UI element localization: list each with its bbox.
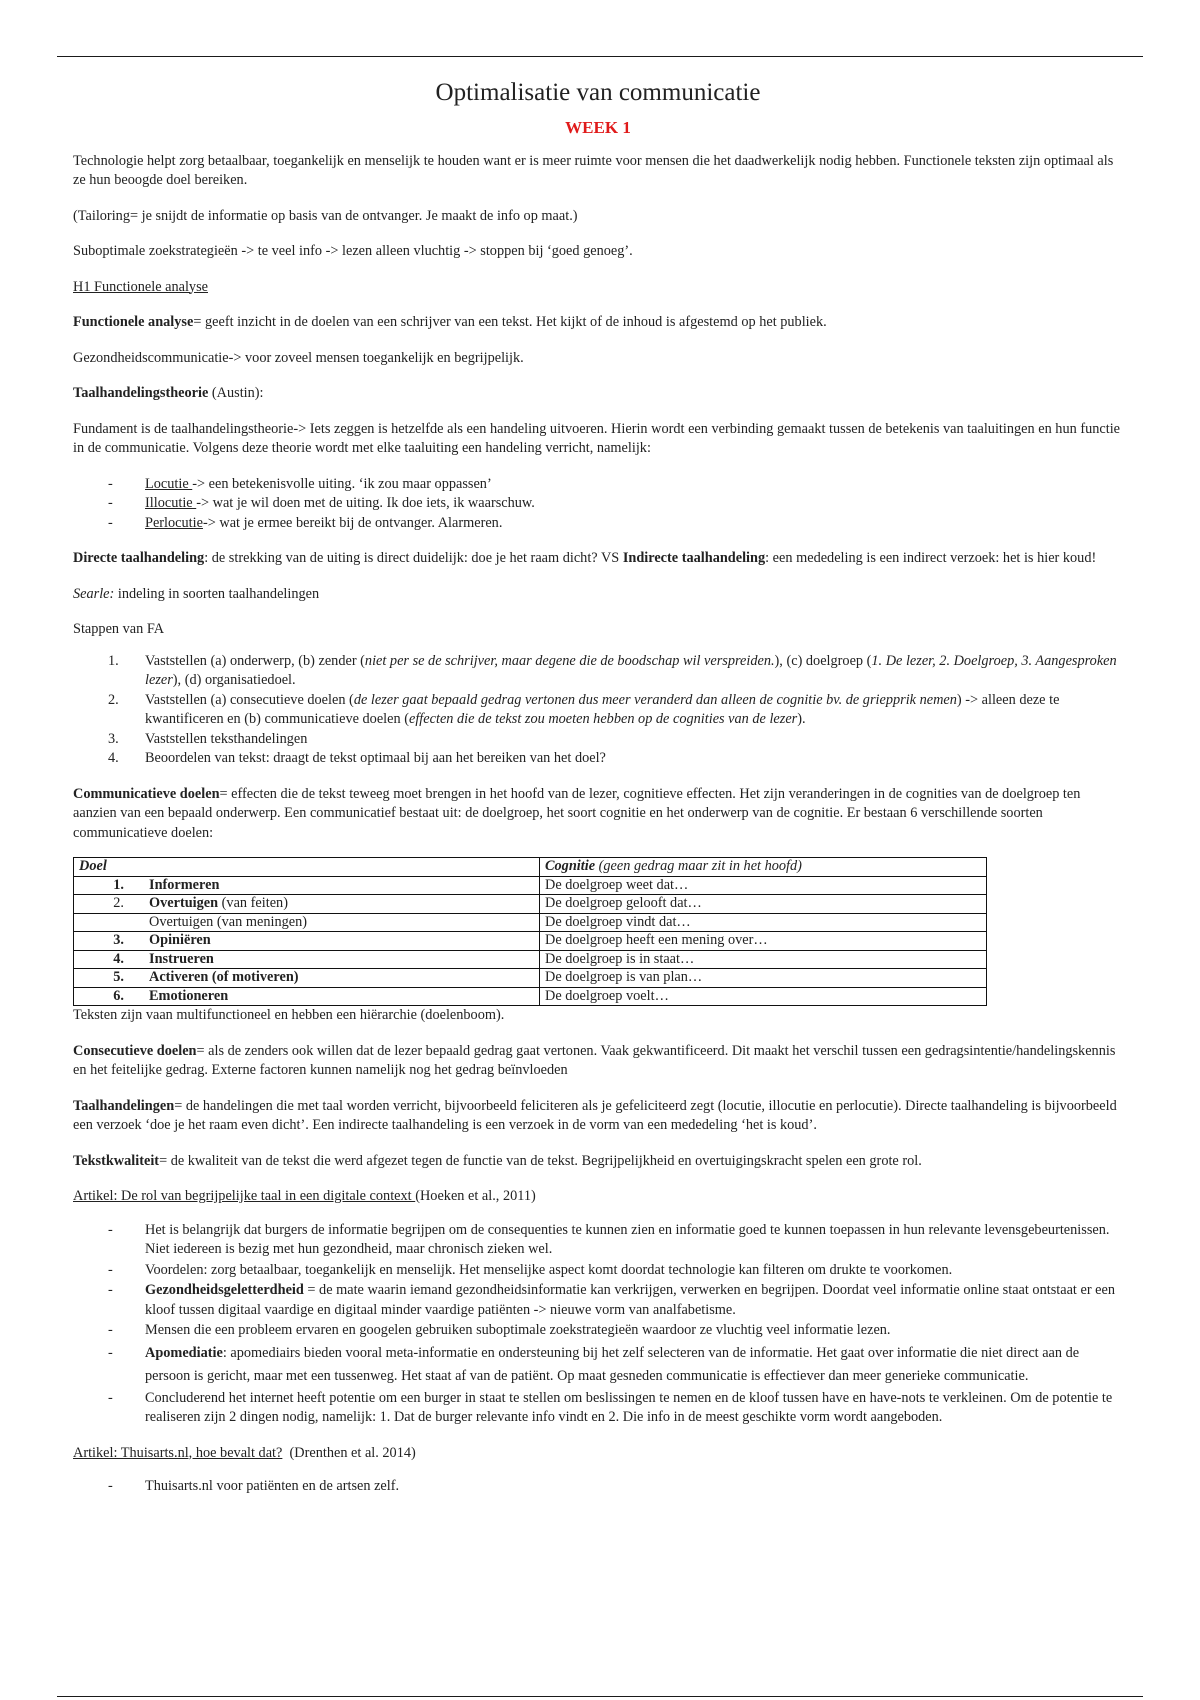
tekstkwaliteit-paragraph: Tekstkwaliteit= de kwaliteit van de tekst die werd afgezet tegen de functie van de tekst. Begrijpelijkheid en overtuigingskracht spelen een grote rol. — [73, 1152, 922, 1169]
table-row: 6. Emotioneren De doelgroep voelt… — [74, 987, 987, 1006]
bullet: - — [108, 514, 113, 531]
term: Taalhandelingstheorie — [73, 385, 209, 401]
taalhandelingen-paragraph: Taalhandelingen= de handelingen die met taal worden verricht, bijvoorbeeld feliciteren als je gefeliciteerd zegt (locutie, illocutie en perlocutie). Directe taalhandeling is bijvoorbeeld een verzoek ‘doe je het raam even dicht’. Een indirecte taalhandeling is een verzoek in de vorm van een mededeling ‘het is koud’. — [73, 1097, 1117, 1133]
table-header-cell: Doel — [74, 858, 540, 877]
definition: = geeft inzicht in de doelen van een schrijver van een tekst. Het kijkt of de inhoud is afgestemd op het publiek. — [193, 314, 827, 330]
list-item: - Het is belangrijk dat burgers de informatie begrijpen om de consequenties te kunnen zien en informatie goed te kunnen toepassen in hun relevante levensgebeurtenissen. Niet iedereen is bezig met hun gezondheid, maar chronisch zieken wel. — [108, 1221, 1110, 1257]
zoekstrategie-paragraph: Suboptimale zoekstrategieën -> te veel info -> lezen alleen vluchtig -> stoppen bij ‘goed genoeg’. — [73, 243, 633, 259]
table-row: 5. Activeren (of motiveren) De doelgroep is van plan… — [74, 969, 987, 988]
article2-list — [73, 1477, 1123, 1497]
document-page — [73, 78, 1123, 1513]
stappen-heading: Stappen van FA — [73, 621, 165, 637]
list-item: - Locutie -> een betekenisvolle uiting. ‘ik zou maar oppassen’ — [73, 475, 1123, 495]
goals-table — [73, 857, 987, 1006]
table-header-cell: Cognitie (geen gedrag maar zit in het hoofd) — [540, 858, 987, 877]
list-item: 2. Vaststellen (a) consecutieve doelen (de lezer gaat bepaald gedrag vertonen dus meer veranderd dan alleen de cognitie bv. de griepprik nemen) -> alleen deze te kwantificeren en (b) communicatieve doelen (effecten die de tekst zou moeten hebben op de cognities van de lezer). — [108, 691, 1060, 727]
list-item: - Perlocutie-> wat je ermee bereikt bij de ontvanger. Alarmeren. — [73, 514, 1123, 534]
table-row: Overtuigen (van meningen) De doelgroep vindt dat… — [74, 913, 987, 932]
searle-paragraph: Searle: indeling in soorten taalhandelingen — [73, 585, 320, 602]
week-heading: WEEK 1 — [565, 118, 631, 137]
list-item: - Voordelen: zorg betaalbaar, toegankelijk en menselijk. Het menselijke aspect komt doordat technologie kan filteren om drukte te voorkomen. — [108, 1261, 953, 1278]
communicatieve-doelen-paragraph: Communicatieve doelen= effecten die de tekst teweeg moet brengen in het hoofd van de lezer, cognitieve effecten. Het zijn veranderingen in de cognities van de doelgroep ten aanzien van een bepaald onderwerp. Een communicatief bestaat uit: de doelgroep, het soort cognitie en het onderwerp van de cognitie. Er bestaan 6 verschillende soorten communicatieve doelen: — [73, 785, 1081, 841]
table-header-row — [74, 858, 987, 877]
list-item: - Concluderend het internet heeft potentie om een burger in staat te stellen om beslissingen te nemen en de kloof tussen have en have-nots te verkleinen. Om de potentie te realiseren zijn 2 dingen nodig, namelijk: 1. Dat de burger relevante info vindt en 2. Die info in de meest geschikte vorm wordt aangeboden. — [108, 1389, 1113, 1425]
teksten-paragraph: Teksten zijn vaan multifunctioneel en hebben een hiërarchie (doelenboom). — [73, 1007, 505, 1023]
list-item: - Mensen die een probleem ervaren en googelen gebruiken suboptimale zoekstrategieën waardoor ze vluchtig veel informatie lezen. — [108, 1322, 891, 1338]
section-heading-h1: H1 Functionele analyse — [73, 278, 208, 295]
table-row: 4. Instrueren De doelgroep is in staat… — [74, 950, 987, 969]
term: Functionele analyse — [73, 314, 194, 330]
table-row: 2. Overtuigen (van feiten) De doelgroep gelooft dat… — [74, 895, 987, 914]
gezondheid-paragraph: Gezondheidscommunicatie-> voor zoveel mensen toegankelijk en begrijpelijk. — [73, 349, 524, 366]
bottom-rule — [57, 1696, 1143, 1697]
steps-list — [73, 652, 1123, 769]
list-item: 4. Beoordelen van tekst: draagt de tekst optimaal bij aan het bereiken van het doel? — [108, 750, 606, 766]
fundament-paragraph: Fundament is de taalhandelingstheorie-> Iets zeggen is hetzelfde als een handeling uitvoeren. Hierin wordt een verbinding gemaakt tussen de betekenis van taaluitingen en hun functie in de communicatie. Volgens deze theorie wordt met elke taaluiting een handeling verricht, namelijk: — [73, 420, 1121, 456]
list-item: 3. Vaststellen teksthandelingen — [108, 730, 308, 747]
article1-heading: Artikel: De rol van begrijpelijke taal in een digitale context (Hoeken et al., 2011) — [73, 1188, 536, 1204]
page-title: Optimalisatie van communicatie — [435, 79, 761, 106]
taalhandelingstheorie-paragraph: Taalhandelingstheorie (Austin): — [73, 385, 264, 401]
bullet: - — [108, 495, 113, 511]
list-item: - Apomediatie: apomediairs bieden vooral meta-informatie en ondersteuning bij het zelf selecteren van de informatie. Het gaat over informatie die niet direct aan de persoon is gericht, maar met een tussenweg. Het staat af van de patiënt. Op maat gesneden communicatie is effectiever dan meer generieke communicatie. — [108, 1344, 1080, 1384]
consecutieve-doelen-paragraph: Consecutieve doelen= als de zenders ook willen dat de lezer bepaald gedrag gaat vertonen. Vaak gekwantificeerd. Dit maakt het verschil tussen een gedragsintentie/handelingskennis en het feitelijke gedrag. Externe factoren kunnen namelijk nog het gedrag beïnvloeden — [73, 1042, 1116, 1078]
article2-heading: Artikel: Thuisarts.nl, hoe bevalt dat? (Drenthen et al. 2014) — [73, 1444, 416, 1461]
table-row: 3. Opiniëren De doelgroep heeft een mening over… — [74, 932, 987, 951]
table-row: 1. Informeren De doelgroep weet dat… — [74, 876, 987, 895]
article1-list — [73, 1221, 1123, 1428]
intro-paragraph: Technologie helpt zorg betaalbaar, toegankelijk en menselijk te houden want er is meer ruimte voor mensen die het daadwerkelijk nodig hebben. Functionele teksten zijn optimaal als ze hun beoogde doel bereiken. — [73, 152, 1114, 188]
list-item: - Gezondheidsgeletterdheid = de mate waarin iemand gezondheidsinformatie kan verkrijgen, verwerken en begrijpen. Doordat veel informatie online staat ontstaat er een kloof tussen digitaal vaardige en digitaal minder vaardige patiënten -> nieuwe vorm van analfabetisme. — [108, 1282, 1115, 1318]
tailoring-paragraph: (Tailoring= je snijdt de informatie op basis van de ontvanger. Je maakt de info op maat.) — [73, 207, 578, 224]
directe-taalhandeling-paragraph: Directe taalhandeling: de strekking van de uiting is direct duidelijk: doe je het raam dicht? VS Indirecte taalhandeling: een mededeling is een indirect verzoek: het is hier koud! — [73, 550, 1097, 566]
list-item: - Thuisarts.nl voor patiënten en de artsen zelf. — [108, 1478, 400, 1494]
bullet: - — [108, 475, 113, 492]
functionele-analyse-paragraph — [73, 313, 1123, 333]
top-rule — [57, 56, 1143, 57]
speech-acts-list — [73, 475, 1123, 534]
list-item: 1. Vaststellen (a) onderwerp, (b) zender (niet per se de schrijver, maar degene die de boodschap wil verspreiden.), (c) doelgroep (1. De lezer, 2. Doelgroep, 3. Aangesproken lezer), (d) organisatiedoel. — [108, 652, 1117, 688]
list-item: - Illocutie -> wat je wil doen met de uiting. Ik doe iets, ik waarschuw. — [73, 494, 1123, 514]
